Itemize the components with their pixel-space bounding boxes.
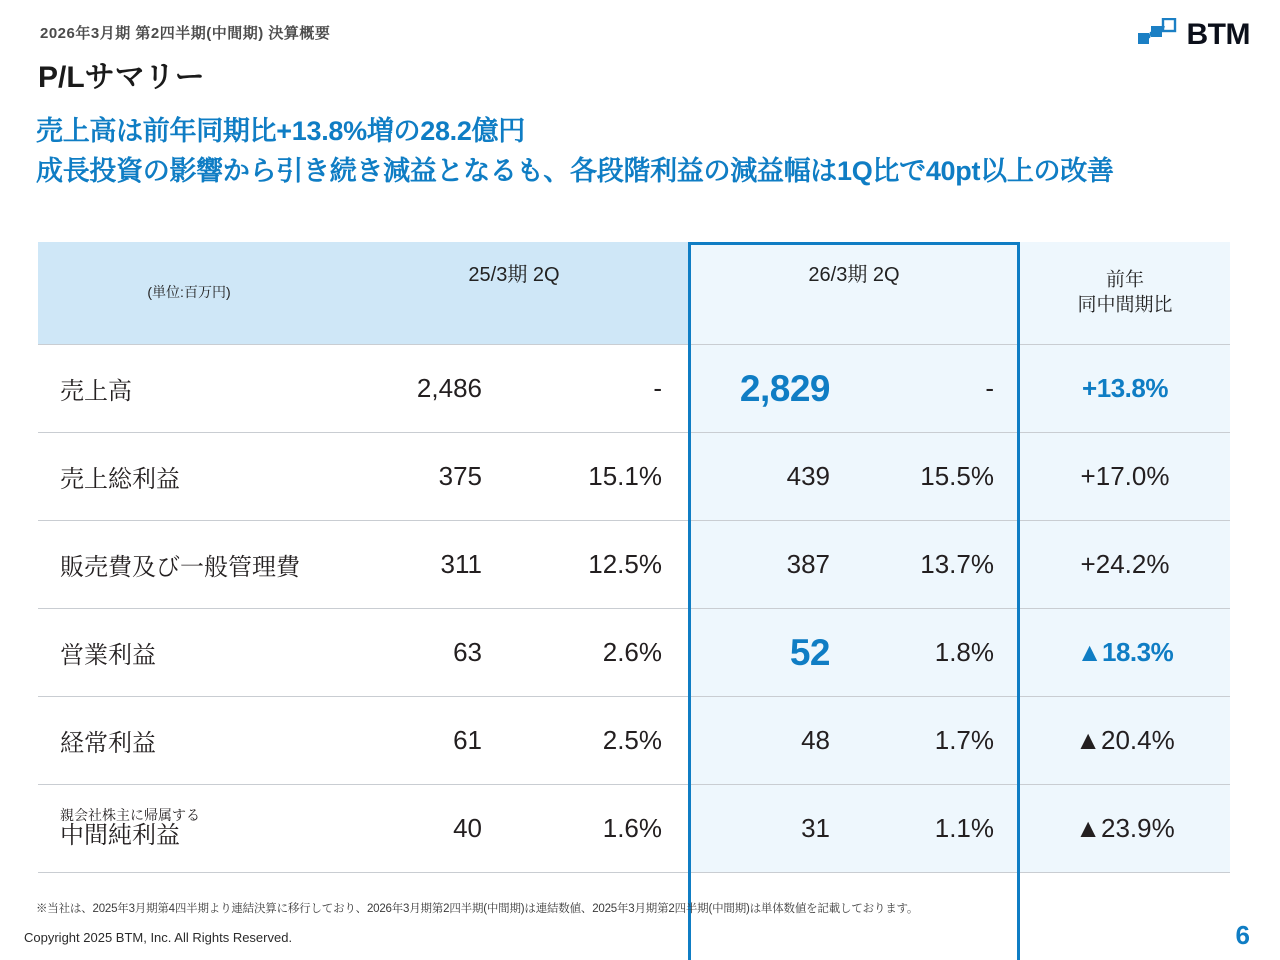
row-prev-rate: 12.5% — [500, 521, 688, 609]
row-prev-amount: 2,486 — [340, 345, 500, 433]
row-item: 営業利益 — [38, 609, 340, 697]
table-row — [38, 521, 1230, 609]
brand-name: BTM — [1186, 18, 1250, 51]
header-yoy-line2: 同中間期比 — [1077, 295, 1173, 316]
lead-line-1: 売上高は前年同期比+13.8%増の28.2億円 — [36, 116, 525, 146]
lead-line-2: 成長投資の影響から引き続き減益となるも、各段階利益の減益幅は1Q比で40pt以上の改善 — [36, 155, 1114, 186]
unit-label: (単位:百万円) — [147, 284, 231, 300]
row-item: 売上高 — [38, 345, 340, 433]
footnote: ※当社は、2025年3月期第4四半期より連結決算に移行しており、2026年3月期第2四半期(中間期)は連結数値、2025年3月期第2四半期(中間期)は単体数値を記載しております。 — [36, 903, 919, 915]
row-yoy: ▲23.9% — [1020, 785, 1230, 873]
header-group-prev — [340, 242, 688, 345]
page-title: P/Lサマリー — [38, 61, 205, 94]
header-group-curr — [688, 242, 1020, 345]
row-yoy: +13.8% — [1020, 345, 1230, 433]
row-prev-amount: 61 — [340, 697, 500, 785]
row-yoy: +17.0% — [1020, 433, 1230, 521]
row-curr-amount: 48 — [688, 697, 848, 785]
row-curr-rate: 1.1% — [848, 785, 1020, 873]
table-row — [38, 609, 1230, 697]
copyright: Copyright 2025 BTM, Inc. All Rights Reserved. — [24, 930, 293, 945]
row-curr-amount: 2,829 — [688, 345, 848, 433]
row-item — [38, 785, 340, 873]
header-group-prev-label: 25/3期 2Q — [468, 264, 560, 286]
row-prev-amount: 375 — [340, 433, 500, 521]
row-yoy: +24.2% — [1020, 521, 1230, 609]
pl-summary-table-wrap — [38, 242, 1230, 873]
table-row — [38, 433, 1230, 521]
row-curr-rate: 1.7% — [848, 697, 1020, 785]
row-prev-rate: 15.1% — [500, 433, 688, 521]
row-yoy: ▲20.4% — [1020, 697, 1230, 785]
row-curr-amount: 52 — [688, 609, 848, 697]
row-curr-rate: 1.8% — [848, 609, 1020, 697]
header-yoy — [1020, 242, 1230, 345]
table-header-row — [38, 242, 1230, 345]
row-item: 経常利益 — [38, 697, 340, 785]
table-row — [38, 785, 1230, 873]
row-prev-amount: 40 — [340, 785, 500, 873]
row-item: 売上総利益 — [38, 433, 340, 521]
brand-logo — [1137, 18, 1250, 52]
row-curr-amount: 31 — [688, 785, 848, 873]
slide-kicker: 2026年3月期 第2四半期(中間期) 決算概要 — [40, 25, 331, 42]
table-row — [38, 697, 1230, 785]
row-item-label: 中間純利益 — [60, 822, 180, 850]
pl-summary-table — [38, 242, 1230, 873]
table-row — [38, 345, 1230, 433]
header-yoy-line1: 前年 — [1105, 269, 1144, 291]
row-curr-amount: 439 — [688, 433, 848, 521]
btm-logo-mark-icon — [1137, 18, 1179, 52]
lead-copy — [36, 112, 1246, 192]
page-number: 6 — [1235, 920, 1250, 950]
row-curr-rate: 15.5% — [848, 433, 1020, 521]
row-prev-rate: - — [500, 345, 688, 433]
pl-table-body — [38, 345, 1230, 873]
row-item-superlabel: 親会社株主に帰属する — [60, 807, 200, 824]
row-yoy: ▲18.3% — [1020, 609, 1230, 697]
row-prev-rate: 2.5% — [500, 697, 688, 785]
row-prev-rate: 2.6% — [500, 609, 688, 697]
header-unit-cell — [38, 242, 340, 345]
header-group-curr-label: 26/3期 2Q — [808, 264, 900, 286]
row-item: 販売費及び一般管理費 — [38, 521, 340, 609]
row-prev-amount: 63 — [340, 609, 500, 697]
row-curr-rate: - — [848, 345, 1020, 433]
row-prev-amount: 311 — [340, 521, 500, 609]
row-prev-rate: 1.6% — [500, 785, 688, 873]
row-curr-amount: 387 — [688, 521, 848, 609]
row-curr-rate: 13.7% — [848, 521, 1020, 609]
